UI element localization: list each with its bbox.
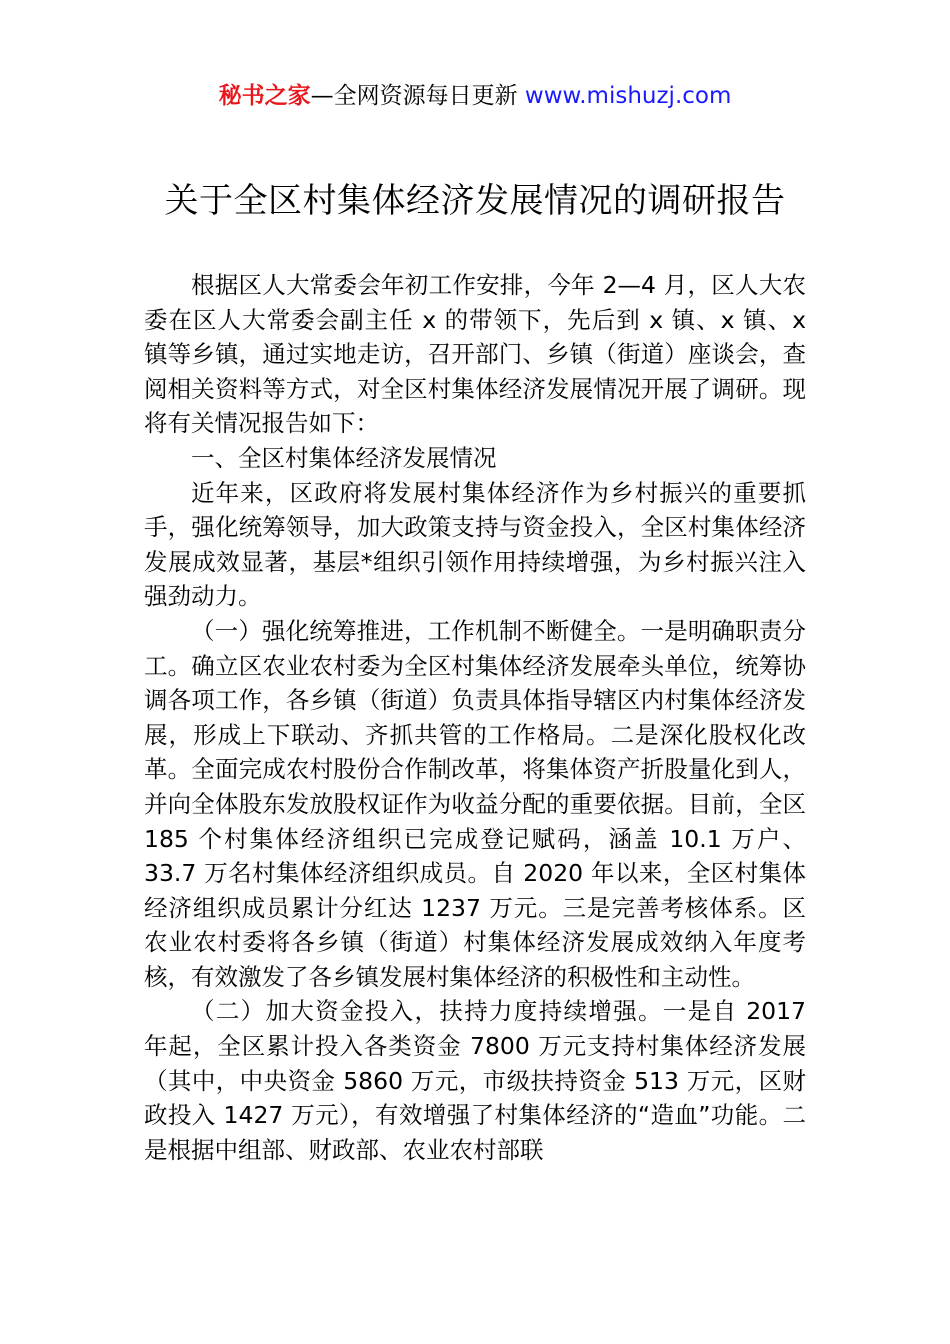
subsection-1-paragraph: （一）强化统筹推进，工作机制不断健全。一是明确职责分工。确立区农业农村委为全区村集体经济发展牵头单位，统筹协调各项工作，各乡镇（街道）负责具体指导辖区内村集体经济发展，形成上下联动、齐抓共管的工作格局。二是深化股权化改革。全面完成农村股份合作制改革，将集体资产折股量化到人，并向全体股东发放股权证作为收益分配的重要依据。目前，全区 185 个村集体经济组织已完成登记赋码，涵盖 10.1 万户、33.7 万名村集体经济组织成员。自 2020 年以来，全区村集体经济组织成员累计分红达 1237 万元。三是完善考核体系。区农业农村委将各乡镇（街道）村集体经济发展成效纳入年度考核，有效激发了各乡镇发展村集体经济的积极性和主动性。 xyxy=(144,616,806,991)
brand-name: 秘书之家 xyxy=(218,83,311,109)
document-title: 关于全区村集体经济发展情况的调研报告 xyxy=(164,181,786,221)
subsection-2-paragraph: （二）加大资金投入，扶持力度持续增强。一是自 2017 年起，全区累计投入各类资金 7800 万元支持村集体经济发展（其中，中央资金 5860 万元，市级扶持资金 513 万元，区财政投入 1427 万元），有效增强了村集体经济的“造血”功能。二是根据中组部、财政部、农业农村部联 xyxy=(144,997,806,1164)
site-header xyxy=(0,80,950,112)
header-tagline: —全网资源每日更新 xyxy=(310,83,525,109)
section-heading-1: 一、全区村集体经济发展情况 xyxy=(191,443,497,472)
overview-paragraph: 近年来，区政府将发展村集体经济作为乡村振兴的重要抓手，强化统筹领导，加大政策支持与资金投入，全区村集体经济发展成效显著，基层*组织引领作用持续增强，为乡村振兴注入强劲动力。 xyxy=(144,478,806,611)
intro-paragraph: 根据区人大常委会年初工作安排，今年 2—4 月，区人大农委在区人大常委会副主任 x 的带领下，先后到 x 镇、x 镇、x 镇等乡镇，通过实地走访，召开部门、乡镇（街道）座谈会，查阅相关资料等方式，对全区村集体经济发展情况开展了调研。现将有关情况报告如下： xyxy=(144,271,806,438)
document-body xyxy=(144,268,806,1167)
site-url-link[interactable]: www.mishuzj.com xyxy=(524,83,732,109)
